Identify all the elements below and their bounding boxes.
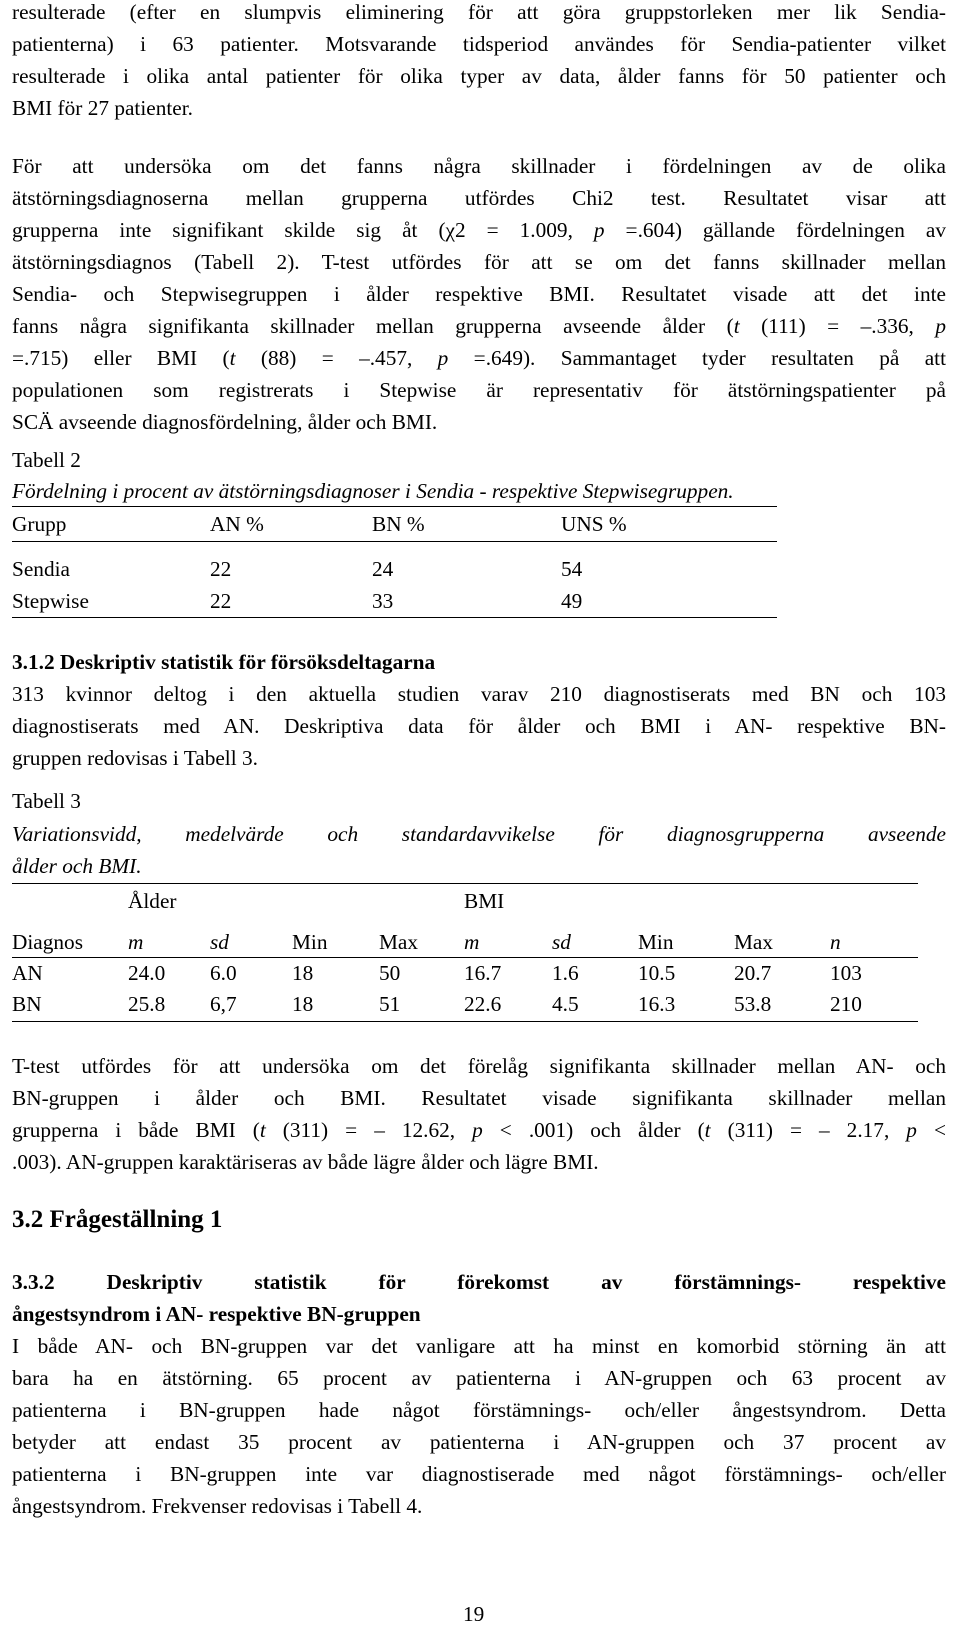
table3-header: Max: [379, 930, 419, 954]
table-cell: 10.5: [638, 961, 676, 985]
text-fragment: fanns några signifikanta skillnader mellan grupperna avseende ålder (: [12, 314, 734, 338]
table3-top-rule: [12, 883, 918, 884]
text-line: BN-gruppen i ålder och BMI. Resultatet visade signifikanta skillnader mellan: [12, 1086, 946, 1110]
text-fragment: grupperna inte signifikant skilde sig åt (χ2 = 1.009,: [12, 218, 594, 242]
table3-header: sd: [552, 930, 571, 954]
table-cell: 18: [292, 992, 314, 1016]
text-line: ålder och BMI.: [12, 854, 142, 878]
page-number: 19: [463, 1602, 485, 1626]
table-cell: 24.0: [128, 961, 166, 985]
table3-header: m: [128, 930, 144, 954]
p-symbol: p: [593, 218, 605, 242]
p-symbol: p: [935, 314, 946, 338]
text-line: patienterna i BN-gruppen hade något förstämnings- och/eller ångestsyndrom. Detta: [12, 1398, 946, 1422]
table2-bottom-rule: [12, 617, 777, 618]
table-cell: 54: [561, 557, 583, 581]
table-cell: 51: [379, 992, 401, 1016]
table-cell: 50: [379, 961, 401, 985]
text-line: resulterade i olika antal patienter för olika typer av data, ålder fanns för 50 patienter och: [12, 64, 946, 88]
table-cell: 4.5: [552, 992, 579, 1016]
text-fragment: (111) = –.336,: [739, 314, 936, 338]
text-fragment: (311) = – 2.17,: [710, 1118, 907, 1142]
table-cell: Stepwise: [12, 589, 89, 613]
table3-group-age: Ålder: [128, 889, 177, 913]
table3-header: sd: [210, 930, 229, 954]
table2-label: Tabell 2: [12, 448, 81, 472]
table-cell: Sendia: [12, 557, 70, 581]
table-cell: 22: [210, 589, 232, 613]
text-fragment: < .001) och ålder (: [482, 1118, 705, 1142]
text-fragment: <: [916, 1118, 946, 1142]
section-312-heading: 3.1.2 Deskriptiv statistik för försöksdeltagarna: [12, 650, 436, 674]
table3-header: Min: [292, 930, 328, 954]
paragraph-intro: [12, 0, 946, 124]
p-symbol: p: [472, 1118, 483, 1142]
text-fragment: =.649). Sammantaget tyder resultaten på att: [448, 346, 946, 370]
text-line: patienterna) i 63 patienter. Motsvarande tidsperiod användes för Sendia-patienter vilket: [12, 32, 946, 56]
table3-label: Tabell 3: [12, 789, 81, 813]
text-line: ångestsyndrom i AN- respektive BN-gruppen: [12, 1302, 421, 1326]
table2-header-rule: [12, 541, 777, 542]
table-cell: 103: [830, 961, 862, 985]
table-cell: 33: [372, 589, 394, 613]
text-line: [12, 310, 946, 342]
table3-group-bmi: BMI: [464, 889, 505, 913]
table-cell: 25.8: [128, 992, 166, 1016]
text-line: .003). AN-gruppen karaktäriseras av både lägre ålder och lägre BMI.: [12, 1150, 599, 1174]
text-line: patienterna i BN-gruppen inte var diagnostiserade med något förstämnings- och/eller: [12, 1462, 946, 1486]
table-cell: 18: [292, 961, 314, 985]
t-symbol: t: [259, 1118, 266, 1142]
table3-header: Max: [734, 930, 774, 954]
table2-header-bn: BN %: [372, 512, 425, 536]
text-line: gruppen redovisas i Tabell 3.: [12, 746, 258, 770]
text-line: [12, 342, 946, 374]
table3-header: m: [464, 930, 480, 954]
text-line: BMI för 27 patienter.: [12, 96, 193, 120]
text-line: Sendia- och Stepwisegruppen i ålder respektive BMI. Resultatet visade att det inte: [12, 282, 946, 306]
table-cell: 16.3: [638, 992, 676, 1016]
table2-header-uns: UNS %: [561, 512, 627, 536]
text-line: Variationsvidd, medelvärde och standardavvikelse för diagnosgrupperna avseende: [12, 822, 946, 846]
table3-bottom-rule: [12, 1021, 918, 1022]
table2-header-an: AN %: [210, 512, 264, 536]
table-cell: AN: [12, 961, 43, 985]
text-line: SCÄ avseende diagnosfördelning, ålder och BMI.: [12, 410, 438, 434]
table-cell: 6.0: [210, 961, 237, 985]
t-symbol: t: [704, 1118, 711, 1142]
paragraph-ttest: [12, 1050, 946, 1178]
t-symbol: t: [229, 346, 236, 370]
table-cell: 49: [561, 589, 583, 613]
table-cell: 22.6: [464, 992, 502, 1016]
text-line: 3.3.2 Deskriptiv statistik för förekomst av förstämnings- respektive: [12, 1270, 946, 1294]
table3-caption: [12, 818, 946, 882]
text-fragment: =.604) gällande fördelningen av: [604, 218, 946, 242]
text-line: [12, 214, 946, 246]
text-line: T-test utfördes för att undersöka om det förelåg signifikanta skillnader mellan AN- och: [12, 1054, 946, 1078]
table-cell: 210: [830, 992, 862, 1016]
p-symbol: p: [906, 1118, 917, 1142]
paragraph-chi2: [12, 150, 946, 438]
text-fragment: (88) = –.457,: [235, 346, 438, 370]
paragraph-332: [12, 1330, 946, 1522]
paragraph-312: [12, 678, 946, 774]
table-cell: 22: [210, 557, 232, 581]
text-line: ätstörningsdiagnoserna mellan grupperna utfördes Chi2 test. Resultatet visar att: [12, 186, 946, 210]
text-line: populationen som registrerats i Stepwise är representativ för ätstörningspatienter på: [12, 378, 946, 402]
table-cell: 6,7: [210, 992, 237, 1016]
section-32-heading: 3.2 Frågeställning 1: [12, 1206, 223, 1233]
text-line: bara ha en ätstörning. 65 procent av patienterna i AN-gruppen och 63 procent av: [12, 1366, 946, 1390]
text-line: ätstörningsdiagnos (Tabell 2). T-test utfördes för att se om det fanns skillnader mellan: [12, 250, 946, 274]
text-line: betyder att endast 35 procent av patienterna i AN-gruppen och 37 procent av: [12, 1430, 946, 1454]
table-cell: 24: [372, 557, 394, 581]
text-fragment: =.715) eller BMI (: [12, 346, 230, 370]
table3-header: Min: [638, 930, 674, 954]
table3-header: n: [830, 930, 841, 954]
p-symbol: p: [437, 346, 449, 370]
table2-header-grupp: Grupp: [12, 512, 67, 536]
table2-top-rule: [12, 506, 777, 507]
table-cell: 20.7: [734, 961, 772, 985]
text-line: diagnostiserats med AN. Deskriptiva data för ålder och BMI i AN- respektive BN-: [12, 714, 946, 738]
text-line: 313 kvinnor deltog i den aktuella studien varav 210 diagnostiserats med BN och 103: [12, 682, 946, 706]
table2-caption: Fördelning i procent av ätstörningsdiagnoser i Sendia - respektive Stepwisegruppen.: [12, 479, 734, 503]
text-line: ångestsyndrom. Frekvenser redovisas i Tabell 4.: [12, 1494, 423, 1518]
text-line: I både AN- och BN-gruppen var det vanligare att ha minst en komorbid störning än att: [12, 1334, 946, 1358]
text-line: resulterade (efter en slumpvis eliminering för att göra gruppstorleken mer lik Sendia-: [12, 0, 946, 24]
t-symbol: t: [733, 314, 740, 338]
table-cell: 53.8: [734, 992, 772, 1016]
table3-header: Diagnos: [12, 930, 83, 954]
table-cell: 16.7: [464, 961, 502, 985]
section-332-heading: [12, 1266, 946, 1330]
text-line: För att undersöka om det fanns några skillnader i fördelningen av de olika: [12, 154, 946, 178]
table3-header-rule: [12, 957, 918, 958]
table-cell: BN: [12, 992, 42, 1016]
text-fragment: (311) = – 12.62,: [265, 1118, 473, 1142]
text-fragment: grupperna i både BMI (: [12, 1118, 260, 1142]
text-line: [12, 1114, 946, 1146]
table-cell: 1.6: [552, 961, 579, 985]
